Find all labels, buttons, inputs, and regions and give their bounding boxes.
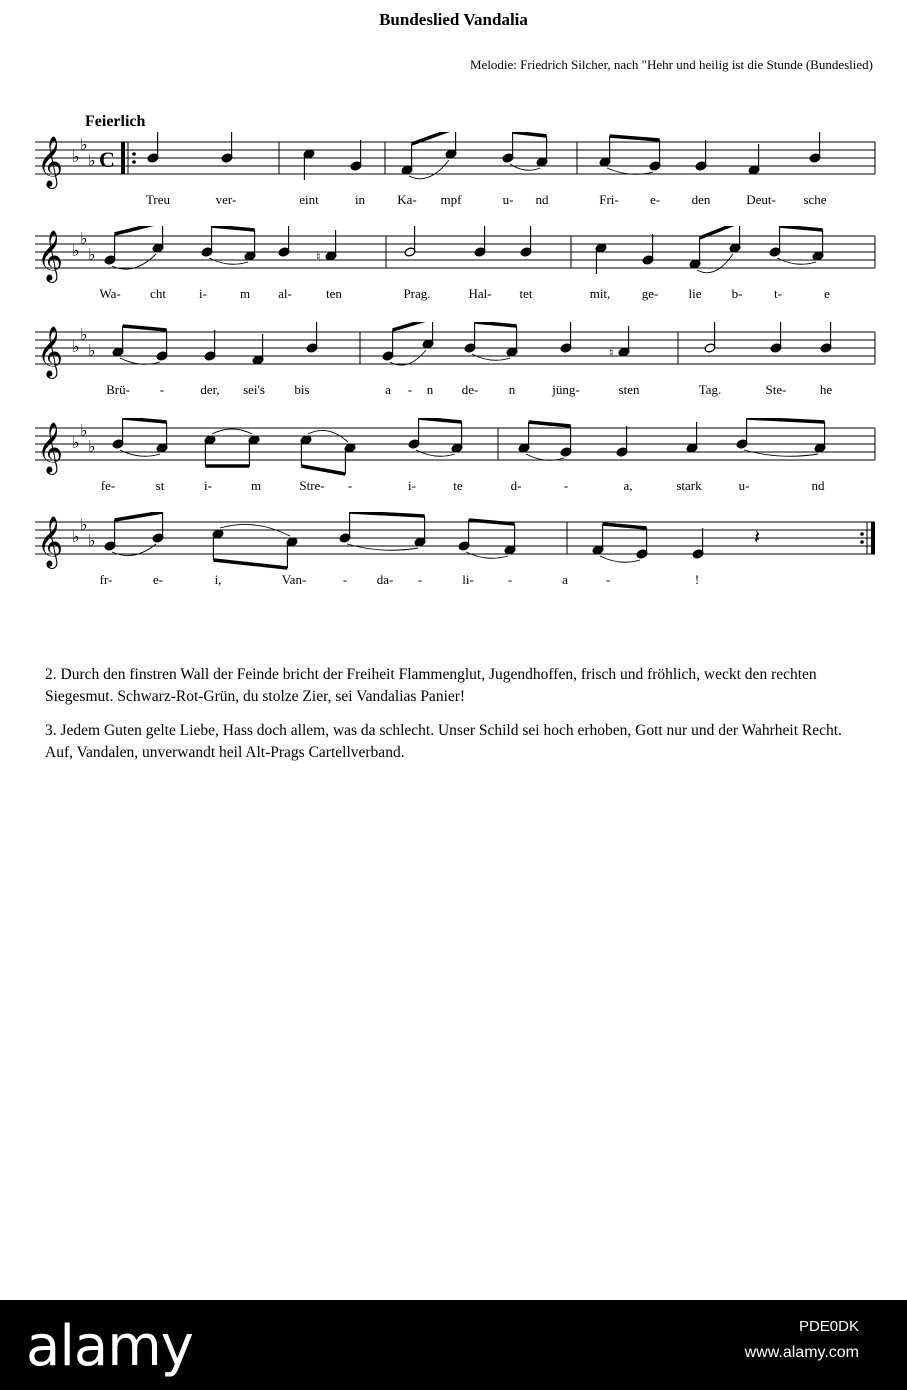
lyric-syllable: Hal- [468, 286, 492, 301]
note-beam [115, 512, 163, 520]
slur [390, 350, 426, 365]
note-beam [469, 520, 515, 524]
lyric-syllable: Fri- [599, 192, 619, 207]
lyric-syllable: eint [299, 192, 319, 207]
lyric-syllable: u- [738, 478, 750, 493]
lyric-syllable: e- [649, 192, 661, 207]
repeat-end-thick [871, 522, 875, 554]
lyric-syllable: i- [199, 286, 207, 301]
note-beam [213, 560, 287, 568]
page-title: Bundeslied Vandalia [379, 10, 528, 29]
melody-credit: Melodie: Friedrich Silcher, nach "Hehr und heilig ist die Stunde (Bundeslied) [469, 57, 873, 72]
lyric-syllable: - [347, 478, 353, 493]
note-beam [475, 322, 517, 326]
note-beam [123, 326, 167, 330]
note-beam [301, 466, 345, 474]
lyric-syllable: te [453, 478, 463, 493]
lyric-syllable: e [824, 286, 830, 301]
watermark-footer [0, 1300, 907, 1390]
lyric-syllable: n [426, 382, 434, 397]
lyric-syllable: Ste- [765, 382, 787, 397]
lyric-syllable: jüng- [552, 382, 580, 397]
staff-system-2 [0, 226, 907, 316]
slur [472, 354, 510, 360]
slur [607, 168, 653, 174]
slur [212, 429, 252, 434]
lyric-syllable: sten [618, 382, 640, 397]
lyric-syllable: de- [461, 382, 479, 397]
lyric-syllable: fe- [100, 478, 116, 493]
lyric-syllable: i- [408, 478, 416, 493]
lyric-syllable: tet [519, 286, 533, 301]
lyric-syllable: t- [774, 286, 782, 301]
slur [777, 258, 816, 264]
flat-icon: ♭ [88, 151, 96, 170]
note-beam [212, 226, 255, 230]
repeat-start-thick [121, 142, 125, 174]
lyric-syllable: Treu [145, 192, 171, 207]
lyric-syllable: al- [278, 286, 292, 301]
slur [697, 254, 733, 273]
lyric-syllable: in [354, 192, 366, 207]
note-beam [780, 226, 823, 230]
lyric-syllable: m [239, 286, 251, 301]
lyrics-line-1 [0, 192, 907, 212]
lyric-syllable: da- [376, 572, 394, 587]
lyric-syllable: der, [200, 382, 220, 397]
note-beam [123, 418, 167, 422]
flat-icon: ♭ [80, 421, 88, 440]
lyric-syllable: a [385, 382, 391, 397]
staff-4-notation [0, 418, 907, 478]
staff-1-notation [0, 132, 907, 192]
lyric-syllable: u- [502, 192, 514, 207]
flat-icon: ♭ [80, 325, 88, 344]
slur [409, 160, 449, 179]
slur [510, 164, 540, 170]
staff-3-notation [0, 322, 907, 382]
brand-logo: alamy [26, 1314, 193, 1379]
lyric-syllable: bis [294, 382, 310, 397]
staff-system-3 [0, 322, 907, 412]
note-beam [603, 524, 647, 528]
lyric-syllable: - [407, 382, 413, 397]
natural-icon: ♮ [316, 250, 321, 265]
lyric-syllable: nd [811, 478, 825, 493]
staff-system-4 [0, 418, 907, 508]
verse-3: 3. Jedem Guten gelte Liebe, Hass doch allem, was da schlecht. Unser Schild sei hoch erhoben, Gott nur und der Wahrheit Recht. Auf, Vandalen, unverwandt heil Alt-Prags Cartellverband. [45, 722, 842, 761]
image-code: PDE0DK [798, 1318, 859, 1335]
staff-system-1 [0, 132, 907, 222]
flat-icon: ♭ [88, 341, 96, 360]
slur [347, 544, 418, 550]
slur [466, 552, 508, 558]
lyric-syllable: fr- [99, 572, 113, 587]
repeat-dot [132, 152, 136, 156]
lyric-syllable: cht [150, 286, 166, 301]
lyric-syllable: Deut- [746, 192, 776, 207]
flat-icon: ♭ [80, 229, 88, 248]
staff-2-notation [0, 226, 907, 286]
staff-system-5 [0, 512, 907, 602]
repeat-dot [860, 532, 864, 536]
natural-icon: ♮ [609, 346, 614, 361]
lyric-syllable: sche [803, 192, 827, 207]
treble-clef-icon: 𝄞 [37, 516, 64, 567]
lyric-syllable: mpf [440, 192, 462, 207]
treble-clef-icon: 𝄞 [37, 326, 64, 377]
quarter-rest-icon: 𝄽 [754, 525, 761, 549]
tempo-marking: Feierlich [85, 113, 146, 130]
flat-icon: ♭ [72, 337, 80, 356]
slur [112, 254, 156, 269]
lyric-syllable: Prag. [403, 286, 431, 301]
slur [416, 450, 455, 456]
verse-2: 2. Durch den finstren Wall der Feinde bricht der Freiheit Flammenglut, Jugendhoffen, frisch und fröhlich, weckt den rechten Siegesmut. Schwarz-Rot-Grün, du stolze Zier, sei Vandalias Panier! [45, 666, 817, 705]
flat-icon: ♭ [80, 135, 88, 154]
lyric-syllable: lie [688, 286, 702, 301]
lyric-syllable: - [417, 572, 423, 587]
lyric-syllable: Wa- [99, 286, 121, 301]
treble-clef-icon: 𝄞 [37, 230, 64, 281]
lyric-syllable: - [605, 572, 611, 587]
treble-clef-icon: 𝄞 [37, 422, 64, 473]
slur [526, 454, 564, 460]
lyric-syllable: m [250, 478, 262, 493]
flat-icon: ♭ [72, 241, 80, 260]
lyric-syllable: ! [694, 572, 700, 587]
lyric-syllable: a, [623, 478, 633, 493]
lyric-syllable: ge- [641, 286, 659, 301]
lyric-syllable: - [159, 382, 165, 397]
repeat-dot [860, 540, 864, 544]
lyric-syllable: i- [204, 478, 212, 493]
flat-icon: ♭ [80, 515, 88, 534]
note-beam [513, 132, 547, 136]
lyric-syllable: nd [535, 192, 549, 207]
flat-icon: ♭ [88, 437, 96, 456]
lyric-syllable: Stre- [299, 478, 325, 493]
note-beam [393, 322, 433, 330]
flat-icon: ♭ [88, 245, 96, 264]
common-time-icon: C [99, 147, 115, 172]
brand-url: www.alamy.com [744, 1344, 859, 1361]
repeat-dot [132, 160, 136, 164]
lyric-syllable: a [562, 572, 568, 587]
lyric-syllable: he [819, 382, 833, 397]
lyric-syllable: - [563, 478, 569, 493]
lyric-syllable: sei's [243, 382, 265, 397]
flat-icon: ♭ [72, 433, 80, 452]
note-beam [747, 418, 825, 422]
treble-clef-icon: 𝄞 [37, 136, 64, 187]
lyric-syllable: - [342, 572, 348, 587]
lyric-syllable: Brü- [106, 382, 130, 397]
lyric-syllable: st [155, 478, 165, 493]
slur [209, 258, 248, 264]
slur [120, 358, 160, 364]
lyric-syllable: - [507, 572, 513, 587]
lyric-syllable: Ka- [397, 192, 417, 207]
lyrics-line-4 [0, 478, 907, 498]
lyric-syllable: mit, [589, 286, 611, 301]
lyric-syllable: e- [152, 572, 164, 587]
lyrics-line-2 [0, 286, 907, 306]
note-beam [610, 136, 660, 140]
flat-icon: ♭ [72, 527, 80, 546]
lyric-syllable: Tag. [698, 382, 722, 397]
note-beam [115, 226, 163, 234]
lyric-syllable: i, [214, 572, 222, 587]
staff-5-notation [0, 512, 907, 572]
lyric-syllable: den [691, 192, 711, 207]
lyric-syllable: li- [462, 572, 474, 587]
lyric-syllable: stark [676, 478, 702, 493]
lyric-syllable: b- [731, 286, 743, 301]
lyric-syllable: n [508, 382, 516, 397]
note-beam [419, 418, 462, 422]
flat-icon: ♭ [72, 147, 80, 166]
flat-icon: ♭ [88, 531, 96, 550]
lyric-syllable: ten [326, 286, 342, 301]
slur [600, 556, 640, 562]
lyrics-line-3 [0, 382, 907, 402]
lyric-syllable: ver- [215, 192, 237, 207]
additional-verses [45, 664, 865, 776]
note-beam [350, 512, 425, 516]
slur [120, 450, 160, 456]
lyric-syllable: d- [510, 478, 522, 493]
note-beam [529, 422, 571, 426]
lyrics-line-5 [0, 572, 907, 592]
slur [744, 450, 818, 456]
lyric-syllable: Van- [281, 572, 307, 587]
